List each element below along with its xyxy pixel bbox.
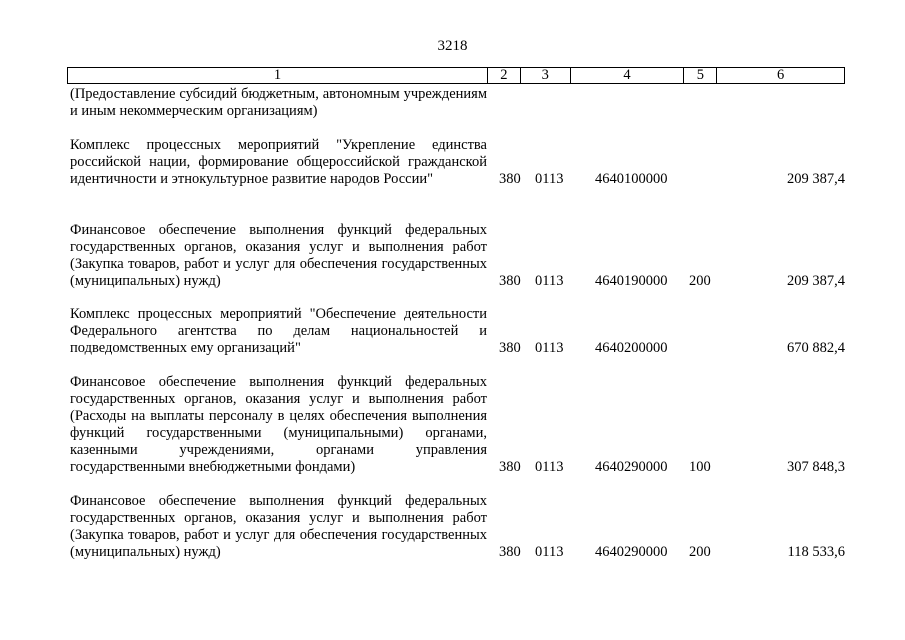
table-row <box>67 374 845 476</box>
row-col-3: 0113 <box>535 273 564 289</box>
row-col-2: 380 <box>499 459 521 475</box>
row-col-6: 307 848,3 <box>787 459 845 475</box>
page-number: 3218 <box>437 38 468 54</box>
row-description: Комплекс процессных мероприятий "Укрепление единства российской нации, формирование общероссийской гражданской идентичности и этнокультурное развитие народов России" <box>70 137 487 187</box>
row-col-2: 380 <box>499 340 521 356</box>
row-col-6: 209 387,4 <box>787 273 845 289</box>
row-col-2: 380 <box>499 171 521 187</box>
row-col-6: 209 387,4 <box>787 171 845 187</box>
row-col-3: 0113 <box>535 171 564 187</box>
row-col-6: 118 533,6 <box>787 544 845 560</box>
row-description: Финансовое обеспечение выполнения функций федеральных государственных органов, оказания услуг и выполнения работ (Закупка товаров, работ и услуг для обеспечения государственных (муниципальных) нужд) <box>70 493 487 560</box>
row-col-5: 200 <box>689 544 711 560</box>
row-col-3: 0113 <box>535 544 564 560</box>
header-col-3: 3 <box>520 68 570 83</box>
row-col-2: 380 <box>499 544 521 560</box>
table-row <box>67 222 845 290</box>
row-col-2: 380 <box>499 273 521 289</box>
row-col-4: 4640290000 <box>595 544 668 560</box>
row-col-6: 670 882,4 <box>787 340 845 356</box>
row-description: Комплекс процессных мероприятий "Обеспечение деятельности Федерального агентства по делам национальностей и подведомственных ему организаций" <box>70 306 487 356</box>
row-col-4: 4640190000 <box>595 273 668 289</box>
header-col-1: 1 <box>273 67 282 83</box>
table-row <box>67 493 845 561</box>
row-col-4: 4640200000 <box>595 340 668 356</box>
header-col-5: 5 <box>683 68 716 83</box>
header-col-6: 6 <box>716 68 844 83</box>
row-description: Финансовое обеспечение выполнения функций федеральных государственных органов, оказания услуг и выполнения работ (Расходы на выплаты персоналу в целях обеспечения выполнения функций государственными (муниципальными) органами, казенными учреждениями, органами управления государственными внебюджетными фондами) <box>70 374 487 475</box>
row-description: Финансовое обеспечение выполнения функций федеральных государственных органов, оказания услуг и выполнения работ (Закупка товаров, работ и услуг для обеспечения государственных (муниципальных) нужд) <box>70 222 487 289</box>
row-col-4: 4640100000 <box>595 171 668 187</box>
row-col-5: 100 <box>689 459 711 475</box>
table-row <box>67 86 845 120</box>
row-col-3: 0113 <box>535 340 564 356</box>
header-col-4: 4 <box>570 68 684 83</box>
row-col-5: 200 <box>689 273 711 289</box>
row-description: (Предоставление субсидий бюджетным, автономным учреждениям и иным некоммерческим организациям) <box>70 86 487 119</box>
row-col-3: 0113 <box>535 459 564 475</box>
header-col-2: 2 <box>487 68 520 83</box>
table-row <box>67 306 845 357</box>
table-row <box>67 137 845 188</box>
table-header <box>67 67 845 84</box>
row-col-4: 4640290000 <box>595 459 668 475</box>
